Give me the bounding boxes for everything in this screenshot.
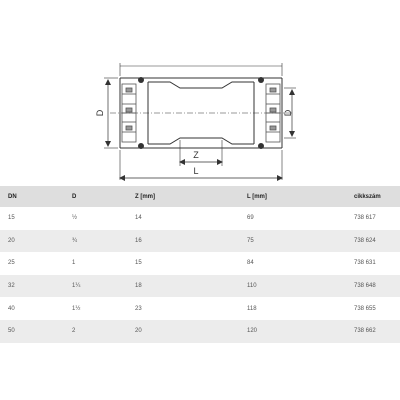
left-clamp-section: [122, 84, 136, 142]
cell-l: 69: [239, 207, 346, 230]
cell-z: 18: [127, 275, 239, 298]
cell-d: ½: [64, 207, 127, 230]
header-d: D: [64, 186, 127, 207]
table-row: [0, 275, 400, 298]
cell-l: 75: [239, 230, 346, 253]
table-row: [0, 320, 400, 343]
cell-dn: 32: [0, 275, 64, 298]
cell-dn: 15: [0, 207, 64, 230]
cell-cikkszam: 738 662: [346, 320, 400, 343]
cell-d: 1½: [64, 297, 127, 320]
cell-d: ¾: [64, 230, 127, 253]
header-z: Z [mm]: [127, 186, 239, 207]
cell-z: 16: [127, 230, 239, 253]
cell-l: 120: [239, 320, 346, 343]
cell-cikkszam: 738 631: [346, 252, 400, 275]
fitting-technical-drawing: [0, 0, 400, 190]
coupling-body: [110, 78, 292, 148]
header-dn: DN: [0, 186, 64, 207]
cell-dn: 50: [0, 320, 64, 343]
cell-cikkszam: 738 617: [346, 207, 400, 230]
cell-cikkszam: 738 624: [346, 230, 400, 253]
cell-d: 1: [64, 252, 127, 275]
d-right-label: D: [283, 109, 293, 117]
cell-z: 14: [127, 207, 239, 230]
right-clamp-section: [266, 84, 280, 142]
cell-dn: 20: [0, 230, 64, 253]
cell-d: 2: [64, 320, 127, 343]
cell-z: 23: [127, 297, 239, 320]
table-row: [0, 297, 400, 320]
cell-cikkszam: 738 655: [346, 297, 400, 320]
cell-d: 1¼: [64, 275, 127, 298]
header-cikkszam: cikkszám: [346, 186, 400, 207]
header-l: L [mm]: [239, 186, 346, 207]
specification-table: [0, 186, 400, 343]
cell-l: 110: [239, 275, 346, 298]
table-row: [0, 207, 400, 230]
z-label: Z: [193, 150, 199, 160]
cell-dn: 40: [0, 297, 64, 320]
l-label: L: [193, 166, 199, 176]
cell-l: 84: [239, 252, 346, 275]
table-header-row: [0, 186, 400, 207]
cell-z: 15: [127, 252, 239, 275]
extension-lines: [104, 63, 296, 180]
table-row: [0, 230, 400, 253]
cell-z: 20: [127, 320, 239, 343]
cell-dn: 25: [0, 252, 64, 275]
cell-l: 118: [239, 297, 346, 320]
cell-cikkszam: 738 648: [346, 275, 400, 298]
d-left-label: D: [95, 109, 105, 117]
table-row: [0, 252, 400, 275]
